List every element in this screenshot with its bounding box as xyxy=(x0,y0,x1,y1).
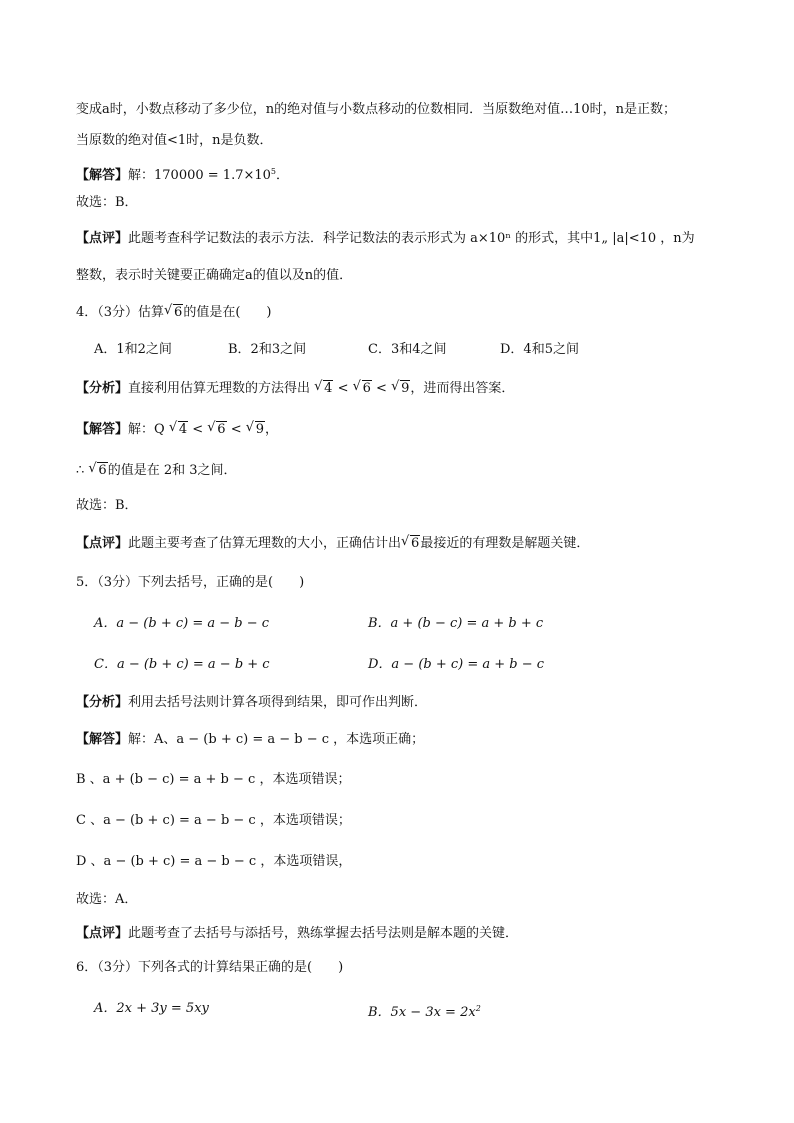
q4-therefore: ∴ √ 6的值是在 2和 3之间． xyxy=(76,462,237,480)
sqrt-symbol xyxy=(170,421,188,439)
analysis-tag: 【分析】 xyxy=(76,695,129,710)
sqrt-symbol xyxy=(315,380,333,398)
comment-tag: 【点评】 xyxy=(76,231,129,246)
q5-option-d: D．a − (b + c) = a + b − c xyxy=(368,657,545,672)
q5-answer xyxy=(76,731,424,749)
radicand: 6 xyxy=(362,381,371,396)
sqrt-symbol xyxy=(247,421,265,439)
q5-option-c: C．a − (b + c) = a − b + c xyxy=(94,657,270,672)
q4-analysis: 【分析】直接利用估算无理数的方法得出 √ 4 < √ 6 < √ 9，进而得出答案． xyxy=(76,380,514,398)
q3-explanation-line1: 变成a时，小数点移动了多少位，n的绝对值与小数点移动的位数相同．当原数绝对值…10时，n是正数； xyxy=(76,102,677,117)
q5-analysis xyxy=(76,694,427,712)
radicand: 4 xyxy=(178,422,188,437)
q3-comment-line2: 整数，表示时关键要正确确定a的值以及n的值． xyxy=(76,268,353,283)
sqrt-symbol xyxy=(208,421,226,439)
q6-option-b xyxy=(368,1000,481,1022)
q4-stem-post: 的值是在( ) xyxy=(183,305,272,320)
q4-answer: 【解答】解：Q √ 4 < √ 6 < √ 9， xyxy=(76,421,278,439)
q6-option-b-text: B．5x − 3x = 2x xyxy=(368,1005,476,1020)
comment-post: 最接近的有理数是解题关键． xyxy=(420,536,590,551)
answer-text: 解：170000 = 1.7×10 xyxy=(128,168,271,183)
q4-comment xyxy=(76,535,589,553)
answer-text: 解：A、a − (b + c) = a − b − c ，本选项正确； xyxy=(128,732,425,747)
radicand: 9 xyxy=(401,381,410,396)
q5-comment xyxy=(76,925,518,943)
q5-option-a: A．a − (b + c) = a − b − c xyxy=(94,616,270,631)
sqrt-symbol xyxy=(354,380,372,398)
analysis-text: 直接利用估算无理数的方法得出 xyxy=(128,381,311,396)
exponent: 2 xyxy=(475,1004,481,1013)
q5-stem: 5．（3分）下列去括号，正确的是( ) xyxy=(76,575,305,590)
sqrt-symbol xyxy=(402,535,420,553)
q4-option-a: A．1和2之间 xyxy=(94,342,172,357)
answer-tag: 【解答】 xyxy=(76,168,129,183)
therefore-text: 的值是在 2和 3之间． xyxy=(107,463,237,478)
analysis-post: ，进而得出答案． xyxy=(410,381,515,396)
q3-comment-line1 xyxy=(76,230,695,248)
q3-answer: 【解答】解：$170000 = 1.7\times 10^5$． xyxy=(76,167,290,183)
radicand: 9 xyxy=(255,422,265,437)
q3-explanation-line2: 当原数的绝对值<1时，n是负数． xyxy=(76,133,273,148)
q4-choose: 故选：B． xyxy=(76,498,138,513)
q4-option-d: D．4和5之间 xyxy=(500,342,579,357)
comment-text: 此题考查科学记数法的表示方法．科学记数法的表示形式为 a×10ⁿ 的形式，其中1„ |a|<10 ，n为 xyxy=(128,231,695,246)
radicand: 6 xyxy=(174,305,183,320)
radicand: 4 xyxy=(324,381,333,396)
comment-tag: 【点评】 xyxy=(76,926,129,941)
q5-line-d: D 、a − (b + c) = a − b − c ，本选项错误， xyxy=(76,854,352,869)
answer-exponent: 5 xyxy=(270,167,277,176)
comment-tag: 【点评】 xyxy=(76,536,129,551)
sqrt-symbol xyxy=(165,304,183,322)
q6-option-a: A．2x + 3y = 5xy xyxy=(94,1001,209,1016)
answer-text: 解：Q xyxy=(128,422,165,437)
q4-stem xyxy=(76,304,271,322)
radicand: 6 xyxy=(217,422,226,437)
sqrt-symbol xyxy=(392,380,410,398)
comment-text: 此题主要考查了估算无理数的大小，正确估计出 xyxy=(128,536,402,551)
analysis-text: 利用去括号法则计算各项得到结果，即可作出判断． xyxy=(128,695,428,710)
q4-option-c: C．3和4之间 xyxy=(368,342,447,357)
q4-stem-pre: 4．（3分）估算 xyxy=(76,305,165,320)
q3-choose: 故选：B． xyxy=(76,195,138,210)
q5-line-c: C 、a − (b + c) = a − b − c ，本选项错误； xyxy=(76,813,351,828)
sqrt-symbol xyxy=(89,462,107,480)
answer-tag: 【解答】 xyxy=(76,732,129,747)
analysis-tag: 【分析】 xyxy=(76,381,129,396)
answer-tag: 【解答】 xyxy=(76,422,129,437)
q4-option-b: B．2和3之间 xyxy=(228,342,307,357)
radicand: 6 xyxy=(98,463,107,478)
q5-choose: 故选：A． xyxy=(76,892,138,907)
q6-stem: 6．（3分）下列各式的计算结果正确的是( ) xyxy=(76,960,344,975)
comment-text: 此题考查了去括号与添括号，熟练掌握去括号法则是解本题的关键． xyxy=(128,926,519,941)
q5-line-b: B 、a + (b − c) = a + b − c ，本选项错误； xyxy=(76,772,351,787)
radicand: 6 xyxy=(411,536,420,551)
q5-option-b: B．a + (b − c) = a + b + c xyxy=(368,616,544,631)
